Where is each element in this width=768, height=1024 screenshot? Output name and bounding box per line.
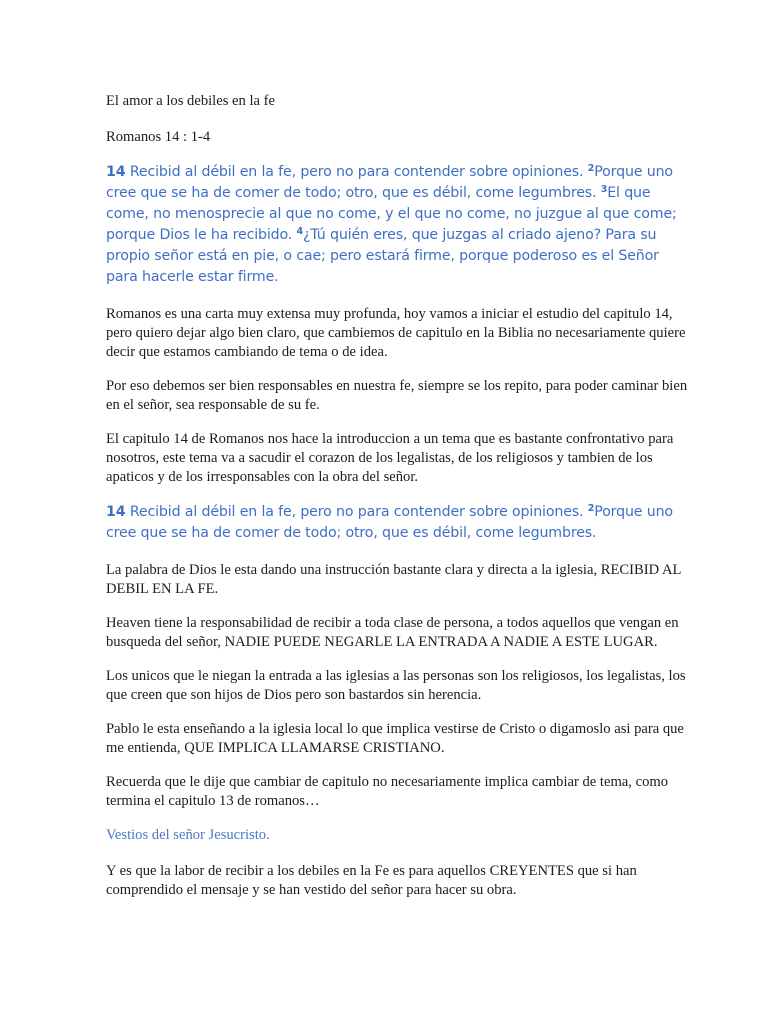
document-title: El amor a los debiles en la fe [106,93,275,109]
paragraph: La palabra de Dios le esta dando una instrucción bastante clara y directa a la iglesia, RECIBID AL DEBIL EN LA FE. [106,562,681,597]
chapter-number: 14 [106,504,126,520]
verse-block-1 [106,162,688,288]
verse-1-text: Recibid al débil en la fe, pero no para contender sobre opiniones. [129,504,584,520]
paragraph: Y es que la labor de recibir a los debiles en la Fe es para aquellos CREYENTES que si han comprendido el mensaje y se han vestido del señor para hacer su obra. [106,863,637,898]
chapter-number: 14 [106,164,126,180]
verse-block-2 [106,502,688,544]
paragraph: El capitulo 14 de Romanos nos hace la introduccion a un tema que es bastante confrontativo para nosotros, este tema va a sacudir el corazon de los legalistas, de los religiosos y tambien de los apaticos y de los irresponsables con la obra del señor. [106,431,674,485]
paragraph: Recuerda que le dije que cambiar de capitulo no necesariamente implica cambiar de tema, como termina el capitulo 13 de romanos… [106,774,669,809]
paragraph: Por eso debemos ser bien responsables en nuestra fe, siempre se los repito, para poder caminar bien en el señor, sea responsable de su fe. [106,378,688,413]
verse-1-text: Recibid al débil en la fe, pero no para contender sobre opiniones. [129,164,584,180]
verse-2-text: Porque uno cree que se ha de comer de todo; otro, que es débil, come legumbres. [106,164,673,201]
scripture-reference: Romanos 14 : 1-4 [106,129,211,145]
verse-2-number: 2 [587,503,595,514]
verse-2-text: Porque uno cree que se ha de comer de todo; otro, que es débil, come legumbres. [106,504,673,541]
verse-3-text: El que come, no menosprecie al que no come, y el que no come, no juzgue al que come; porque Dios le ha recibido. [106,185,677,243]
paragraph: Romanos es una carta muy extensa muy profunda, hoy vamos a iniciar el estudio del capitulo 14, pero quiero dejar algo bien claro, que cambiemos de capitulo en la Biblia no necesariamente quiere decir que estamos cambiando de tema o de idea. [106,306,686,360]
verse-3-number: 3 [600,184,608,195]
paragraph: Los unicos que le niegan la entrada a las iglesias a las personas son los religiosos, los legalistas, los que creen que son hijos de Dios pero son bastardos sin herencia. [106,668,686,703]
section-subheading: Vestios del señor Jesucristo. [106,827,270,843]
paragraph: Pablo le esta enseñando a la iglesia local lo que implica vestirse de Cristo o digamoslo asi para que me entienda, QUE IMPLICA LLAMARSE CRISTIANO. [106,721,684,756]
verse-4-number: 4 [296,226,304,237]
verse-2-number: 2 [587,163,595,174]
paragraph: Heaven tiene la responsabilidad de recibir a toda clase de persona, a todos aquellos que vengan en busqueda del señor, NADIE PUEDE NEGARLE LA ENTRADA A NADIE A ESTE LUGAR. [106,615,679,650]
verse-4-text: ¿Tú quién eres, que juzgas al criado ajeno? Para su propio señor está en pie, o cae; pero estará firme, porque poderoso es el Señor para hacerle estar firme. [106,227,659,285]
